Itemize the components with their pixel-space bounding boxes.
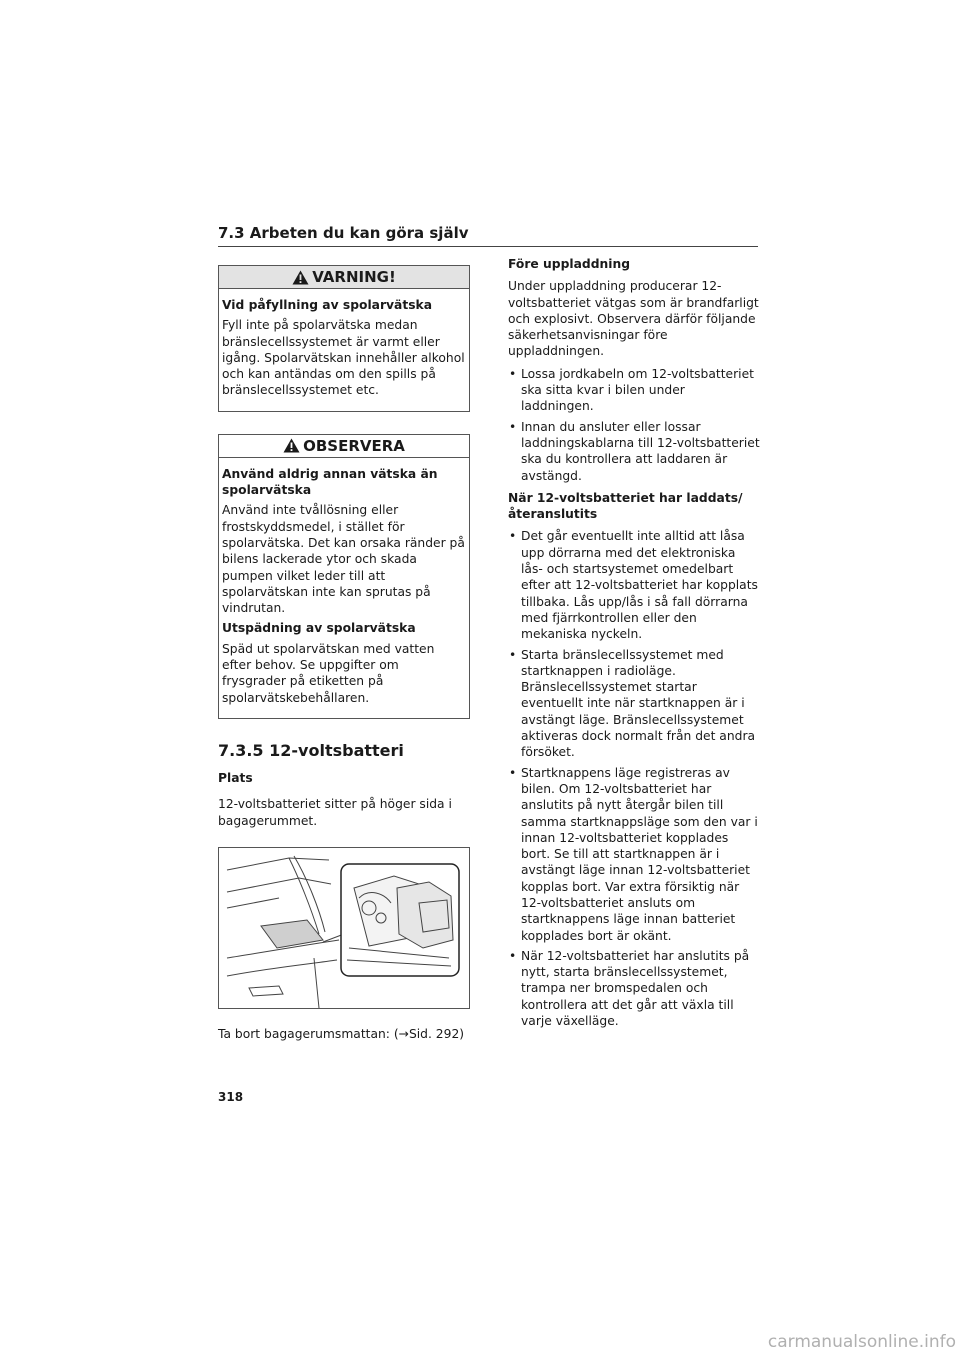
list-item: • När 12-voltsbatteriet har anslutits på nytt, starta bränslecellssystemet, trampa ner bromspedalen och kontrollera att det går att växla till varje växelläge. bbox=[509, 948, 750, 1029]
fore-text: Under uppladdning producerar 12-voltsbatteriet vätgas som är brandfarligt och explosivt. Observera därför följande säkerhetsanvisningar före uppladdningen. bbox=[508, 279, 759, 359]
efter-bullet-list bbox=[508, 528, 760, 1029]
left-column bbox=[218, 265, 470, 1041]
list-item: • Startknappens läge registreras av bilen. Om 12-voltsbatteriet har anslutits på nytt återgår bilen till samma startknappsläge som den var i innan 12-voltsbatteriet kopplades bort. Se till att startknappen är i avstängt läge innan 12-voltsbatteriet kopplas bort. Var extra försiktig när 12-voltsbatteriet ansluts om startknappens läge innan batteriet kopplades bort är okänt. bbox=[509, 765, 758, 943]
right-column bbox=[508, 256, 760, 1035]
watermark: carmanualsonline.info bbox=[767, 1332, 956, 1352]
notice-title: OBSERVERA bbox=[303, 436, 405, 455]
notice-text-2: Späd ut spolarvätskan med vatten efter behov. Se uppgifter om frysgrader på etiketten på spolarvätskebehållaren. bbox=[222, 641, 435, 705]
notice-title-bar bbox=[219, 435, 469, 458]
trunk-illustration bbox=[219, 848, 469, 1008]
notice-heading-1: Använd aldrig annan vätska än spolarvätska bbox=[222, 466, 438, 498]
efter-heading: När 12-voltsbatteriet har laddats/återanslutits bbox=[508, 490, 743, 522]
list-item: • Starta bränslecellssystemet med startknappen i radioläge. Bränslecellssystemet startar eventuellt inte när startknappen är i avstängt läge. Bränslecellssystemet aktiveras dock normalt från det andra försöket. bbox=[509, 647, 756, 760]
warning-box bbox=[218, 265, 470, 412]
warning-text: Fyll inte på spolarvätska medan bränslecellssystemet är varmt eller igång. Spolarvätskan innehåller alkohol och kan antändas om den spills på bränslecellssystemet etc. bbox=[222, 318, 465, 398]
fore-bullet-list bbox=[508, 366, 760, 484]
caution-icon bbox=[283, 438, 300, 453]
list-item: • Lossa jordkabeln om 12-voltsbatteriet ska sitta kvar i bilen under laddningen. bbox=[509, 366, 754, 414]
warning-icon bbox=[292, 270, 309, 285]
fore-heading: Före uppladdning bbox=[508, 257, 631, 271]
warning-heading: Vid påfyllning av spolarvätska bbox=[222, 298, 433, 312]
list-item: • Innan du ansluter eller lossar laddningskablarna till 12-voltsbatteriet ska du kontrollera att laddaren är avstängd. bbox=[509, 419, 760, 483]
subsection-title: 7.3.5 12-voltsbatteri bbox=[218, 740, 404, 760]
plats-heading: Plats bbox=[218, 770, 253, 785]
list-item: • Det går eventuellt inte alltid att låsa upp dörrarna med det elektroniska lås- och startsystemet omedelbart efter att 12-voltsbatteriet har kopplats tillbaka. Lås upp/lås i så fall dörrarna med fjärrkontrollen eller den mekaniska nyckeln. bbox=[509, 529, 758, 642]
notice-text-1: Använd inte tvållösning eller frostskyddsmedel, i stället för spolarvätska. Det kan orsaka ränder på bilens lackerade ytor och skada pumpen vilket leder till att spolarvätskan inte kan sprutas på vindrutan. bbox=[222, 503, 465, 616]
notice-box bbox=[218, 434, 470, 719]
section-header: 7.3 Arbeten du kan göra själv bbox=[218, 224, 758, 247]
battery-location-figure bbox=[218, 847, 470, 1009]
warning-title-bar bbox=[219, 266, 469, 289]
warning-title: VARNING! bbox=[312, 268, 396, 286]
page-number: 318 bbox=[218, 1090, 244, 1104]
figure-caption: Ta bort bagagerumsmattan: (→Sid. 292) bbox=[218, 1026, 465, 1041]
plats-text: 12-voltsbatteriet sitter på höger sida i bagagerummet. bbox=[218, 797, 452, 828]
notice-heading-2: Utspädning av spolarvätska bbox=[222, 621, 416, 636]
